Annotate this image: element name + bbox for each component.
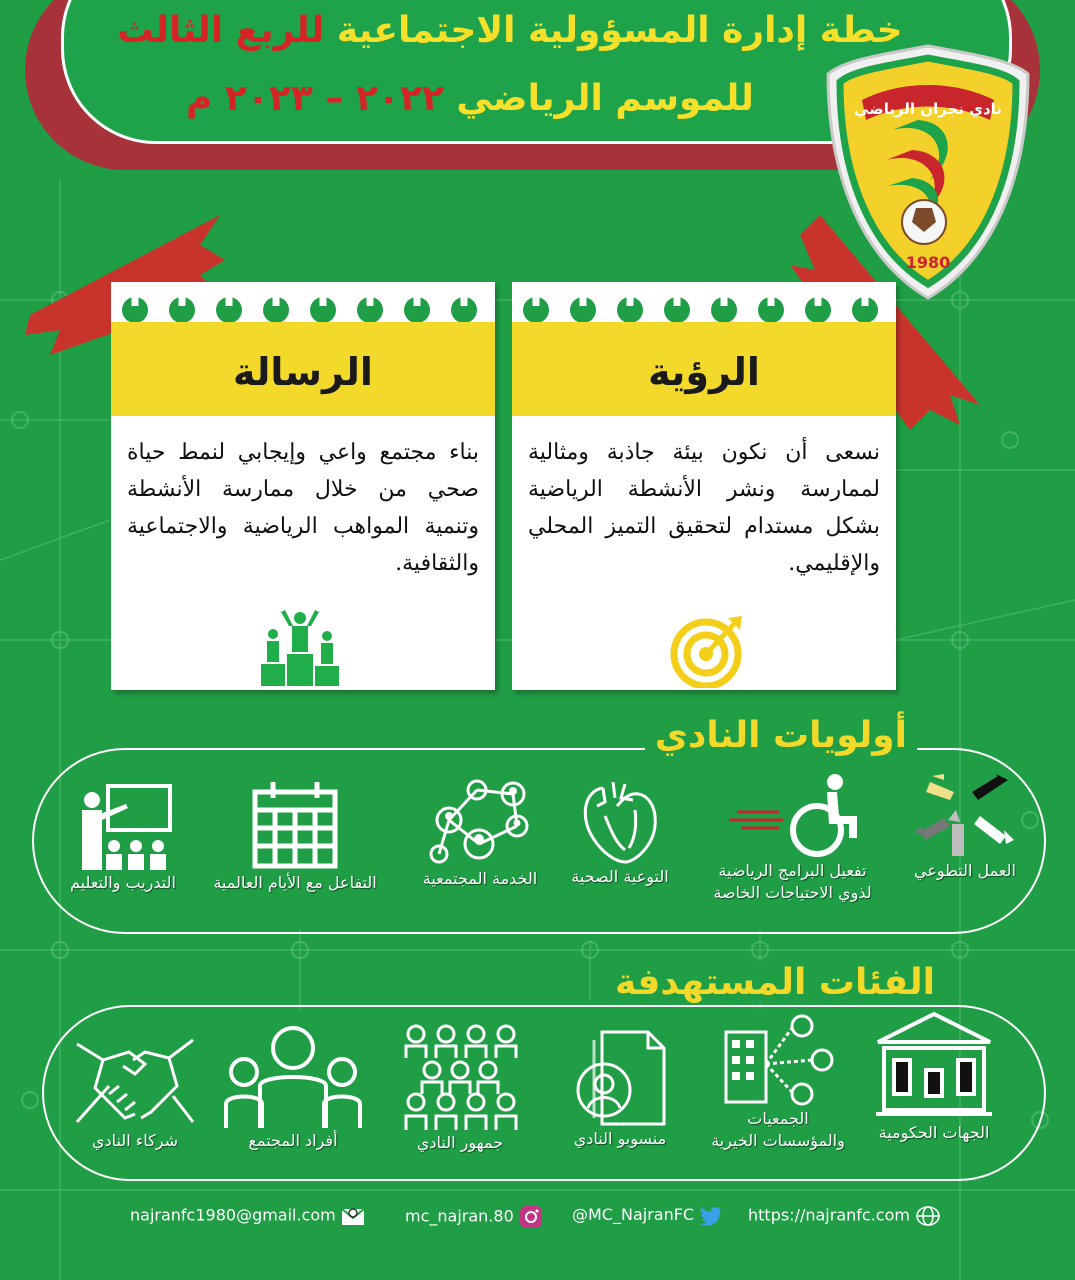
- card-binding: [111, 282, 495, 334]
- priority-community-service: [405, 776, 555, 890]
- target-club-partners: [70, 1030, 200, 1152]
- title-years: ٢٠٢٢ – ٢٠٢٣ م: [186, 78, 444, 119]
- instagram-handle[interactable]: mc_najran.80: [405, 1206, 514, 1226]
- priority-label: الخدمة المجتمعية: [422, 869, 538, 888]
- footer-instagram[interactable]: [405, 1205, 543, 1229]
- website-url[interactable]: https://najranfc.com: [748, 1205, 910, 1225]
- handshake-icon: [73, 1030, 197, 1130]
- priority-label: التدريب والتعليم: [70, 873, 176, 892]
- globe-icon: [915, 1205, 941, 1227]
- target-label: أفراد المجتمع: [248, 1131, 338, 1150]
- target-label: منسوبو النادي: [573, 1129, 667, 1148]
- government-building-icon: [872, 1010, 996, 1122]
- target-charities: [698, 1014, 858, 1152]
- target-label: الجمعيات: [747, 1109, 809, 1128]
- priority-label: التفاعل مع الأيام العالمية: [213, 873, 377, 892]
- priority-world-days: [195, 780, 395, 894]
- target-icon: [670, 614, 746, 688]
- podium-icon: [259, 610, 341, 686]
- heart-icon: [575, 776, 665, 866]
- footer-website[interactable]: [748, 1205, 941, 1227]
- title-season: للموسم الرياضي: [456, 78, 754, 119]
- target-club-staff: [555, 1028, 685, 1150]
- target-government: [868, 1010, 1000, 1144]
- priority-label: العمل التطوعي: [914, 861, 1016, 880]
- mission-text: بناء مجتمع واعي وإيجابي لنمط حياة صحي من خلال ممارسة الأنشطة وتنمية المواهب الرياضية والاجتماعية والثقافية.: [127, 440, 479, 576]
- email-address[interactable]: najranfc1980@gmail.com: [130, 1205, 336, 1225]
- training-icon: [68, 782, 178, 872]
- page-title-line2: [120, 78, 820, 119]
- priority-label: تفعيل البرامج الرياضية: [718, 861, 867, 880]
- vision-heading: الرؤية: [648, 350, 760, 394]
- hands-icon: [910, 770, 1020, 860]
- priority-special-needs: [700, 772, 885, 904]
- target-label-line2: والمؤسسات الخيرية: [711, 1131, 845, 1150]
- wheelchair-icon: [723, 772, 863, 860]
- vision-card: [512, 282, 896, 690]
- priority-training: [58, 782, 188, 894]
- card-binding: [512, 282, 896, 334]
- target-label: شركاء النادي: [91, 1131, 178, 1150]
- svg-text:نادي نجران الرياضي: نادي نجران الرياضي: [854, 100, 1002, 118]
- svg-text:1980: 1980: [905, 253, 951, 272]
- priority-volunteer: [895, 770, 1035, 882]
- mission-heading-band: [111, 334, 495, 416]
- footer-email[interactable]: [130, 1205, 365, 1227]
- title-red: للربع الثالث: [117, 10, 325, 51]
- email-icon: [341, 1205, 365, 1227]
- target-label: جمهور النادي: [416, 1133, 504, 1152]
- priority-label-line2: لذوي الاحتياجات الخاصة: [713, 883, 872, 902]
- vision-text: نسعى أن نكون بيئة جاذبة ومثالية لممارسة ونشر الأنشطة الرياضية بشكل مستدام لتحقيق التميز المحلي والإقليمي.: [528, 440, 880, 576]
- targets-title: الفئات المستهدفة: [605, 962, 945, 1003]
- charity-org-icon: [722, 1014, 834, 1108]
- vision-heading-band: [512, 334, 896, 416]
- instagram-icon: [519, 1205, 543, 1229]
- community-icon: [222, 1024, 364, 1130]
- priority-health-awareness: [550, 776, 690, 888]
- priorities-title: أولويات النادي: [645, 715, 917, 756]
- mission-card: [111, 282, 495, 690]
- calendar-icon: [249, 780, 341, 872]
- footer-twitter[interactable]: [572, 1205, 723, 1226]
- twitter-handle[interactable]: @MC_NajranFC: [572, 1205, 695, 1224]
- target-label: الجهات الحكومية: [878, 1123, 990, 1142]
- network-icon: [425, 776, 535, 868]
- target-community-members: [218, 1024, 368, 1152]
- title-yellow: خطة إدارة المسؤولية الاجتماعية: [336, 10, 903, 51]
- staff-document-icon: [568, 1028, 672, 1128]
- mission-heading: الرسالة: [233, 350, 373, 394]
- target-club-fans: [385, 1022, 535, 1154]
- crowd-icon: [394, 1022, 526, 1132]
- twitter-icon: [699, 1206, 723, 1226]
- priority-label: التوعية الصحية: [571, 867, 669, 886]
